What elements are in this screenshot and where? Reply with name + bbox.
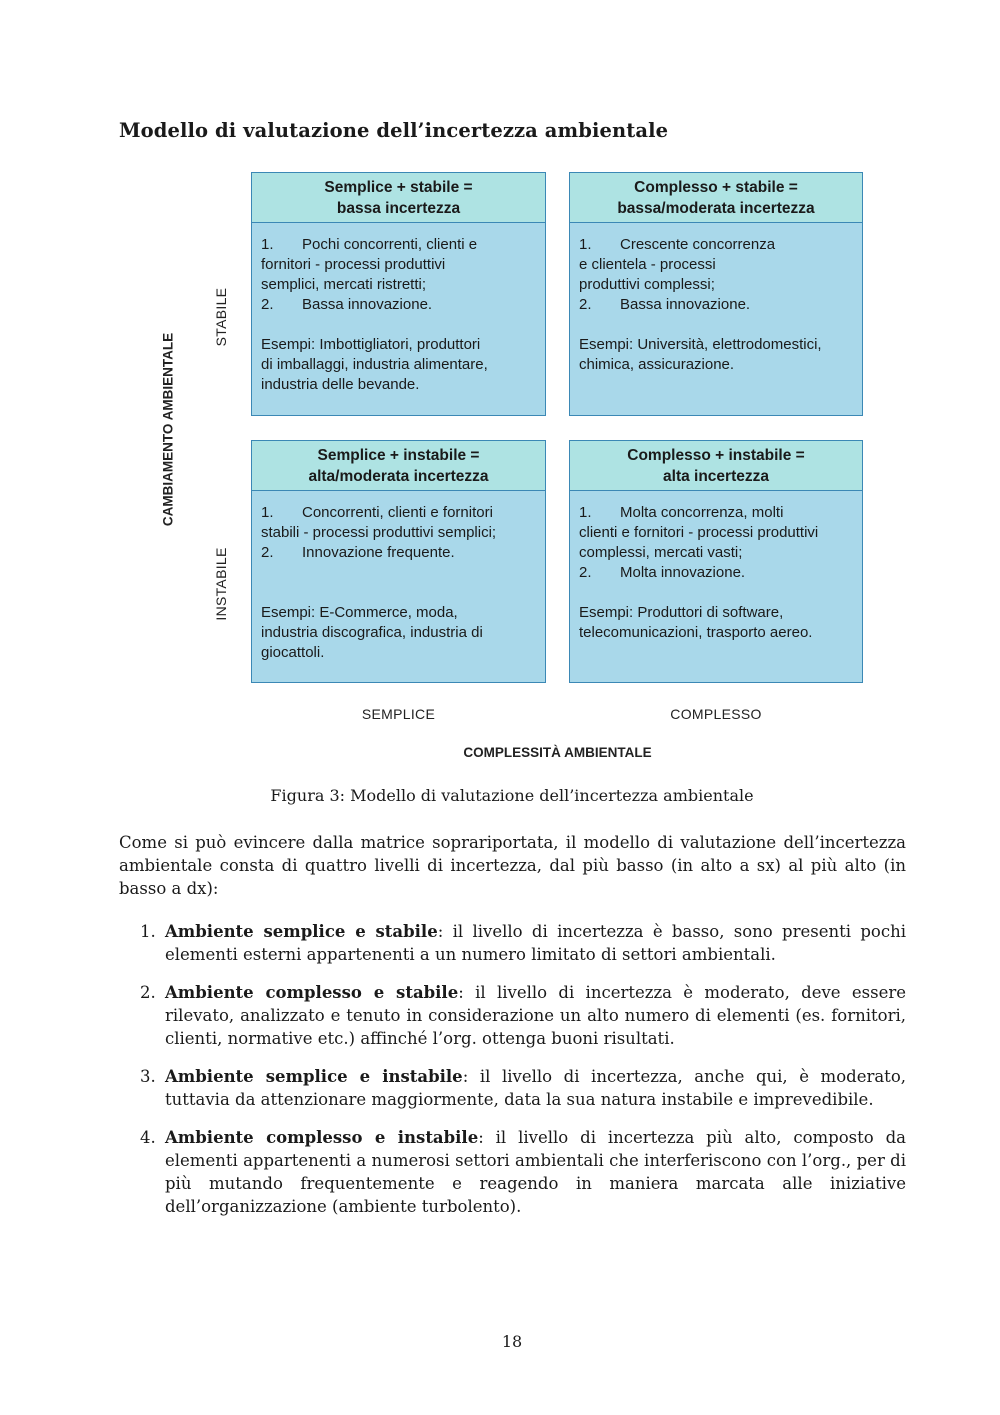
item-text: Molta concorrenza, molti clienti e fornitori - processi produttivi complessi, mercati vasti; (579, 504, 819, 561)
item-text: Innovazione frequente. (302, 544, 455, 561)
list-item (119, 920, 906, 966)
quadrant-complex-stable (569, 172, 863, 416)
quadrant-title (252, 173, 545, 223)
list-item-term: Ambiente semplice e stabile (165, 922, 438, 941)
quadrant-complex-unstable (569, 440, 863, 683)
quadrant-item (261, 543, 536, 563)
quadrant-title-line: Semplice + stabile = (324, 178, 473, 196)
x-axis-title: COMPLESSITÀ AMBIENTALE (463, 745, 652, 760)
list-item-term: Ambiente semplice e instabile (165, 1067, 463, 1086)
item-text: Bassa innovazione. (620, 296, 751, 313)
quadrant-title (570, 173, 862, 223)
list-item-text: : il livello di incertezza più alto, composto da elementi appartenenti a numerosi settori ambientali che interferiscono con l’org., per di più mutando frequentemente e reagendo in maniera marcata alle iniziative dell’organizzazione (ambiente turbolento). (165, 1128, 907, 1216)
quadrant-title-line: alta/moderata incertezza (308, 467, 489, 485)
uncertainty-levels-list (119, 920, 906, 1233)
quadrant-item (261, 235, 536, 295)
list-item-number: 4. (140, 1128, 156, 1147)
col-label-semplice: SEMPLICE (361, 706, 436, 722)
page-number: 18 (501, 1332, 523, 1351)
list-item-text: : il livello di incertezza è moderato, deve essere rilevato, analizzato e tenuto in considerazione un alto numero di elementi (es. fornitori, clienti, normative etc.) affinché l’org. ottenga buoni risultati. (165, 983, 906, 1048)
quadrant-title (252, 441, 545, 491)
quadrant-simple-unstable (251, 440, 546, 683)
list-item-number: 3. (140, 1067, 156, 1086)
quadrant-item (579, 563, 853, 583)
item-text: Concorrenti, clienti e fornitori stabili - processi produttivi semplici; (261, 504, 497, 541)
figure-caption: Figura 3: Modello di valutazione dell’incertezza ambientale (270, 786, 754, 805)
quadrant-title-line: Semplice + instabile = (317, 446, 480, 464)
item-number: 2. (261, 544, 274, 561)
section-heading: Modello di valutazione dell’incertezza ambientale (119, 119, 669, 142)
quadrant-title-line: alta incertezza (663, 467, 769, 485)
item-text: Bassa innovazione. (302, 296, 433, 313)
quadrant-examples: Esempi: Imbottigliatori, produttori di imballaggi, industria alimentare, industria delle bevande. (261, 336, 488, 393)
item-number: 2. (579, 296, 592, 313)
quadrant-title-line: bassa incertezza (336, 199, 461, 217)
list-item-text: : il livello di incertezza, anche qui, è moderato, tuttavia da attenzionare maggiormente, data la sua natura instabile e imprevedibile. (165, 1067, 906, 1109)
row-label-instabile: INSTABILE (213, 547, 229, 621)
item-text: Pochi concorrenti, clienti e fornitori - processi produttivi semplici, mercati ristretti; (261, 236, 478, 293)
intro-paragraph: Come si può evincere dalla matrice soprariportata, il modello di valutazione dell’incertezza ambientale consta di quattro livelli di incertezza, dal più basso (in alto a sx) al più alto (in basso a dx): (119, 833, 906, 898)
quadrant-examples: Esempi: E-Commerce, moda, industria discografica, industria di giocattoli. (261, 604, 483, 661)
y-axis-title: CAMBIAMENTO AMBIENTALE (160, 332, 176, 527)
quadrant-item (261, 503, 536, 543)
quadrant-item (579, 503, 853, 563)
col-label-complesso: COMPLESSO (670, 706, 762, 722)
quadrant-item (579, 235, 853, 295)
list-item-number: 2. (140, 983, 156, 1002)
list-item (119, 1065, 906, 1111)
item-text: Molta innovazione. (620, 564, 746, 581)
item-number: 1. (261, 236, 274, 253)
list-item-term: Ambiente complesso e stabile (165, 983, 459, 1002)
quadrant-title-line: Complesso + instabile = (627, 446, 805, 464)
quadrant-title (570, 441, 862, 491)
item-number: 1. (579, 504, 592, 521)
row-label-stabile: STABILE (213, 287, 229, 347)
list-item-text: : il livello di incertezza è basso, sono presenti pochi elementi esterni appartenenti a un numero limitato di settori ambientali. (165, 922, 907, 964)
item-number: 1. (579, 236, 592, 253)
item-number: 2. (579, 564, 592, 581)
item-number: 2. (261, 296, 274, 313)
item-text: Crescente concorrenza e clientela - processi produttivi complessi; (579, 236, 776, 293)
list-item (119, 981, 906, 1050)
quadrant-simple-stable (251, 172, 546, 416)
quadrant-item (579, 295, 853, 315)
quadrant-title-line: Complesso + stabile = (634, 178, 798, 196)
quadrant-item (261, 295, 536, 315)
list-item-number: 1. (140, 922, 156, 941)
quadrant-examples: Esempi: Università, elettrodomestici, chimica, assicurazione. (579, 336, 822, 373)
list-item (119, 1126, 906, 1218)
list-item-term: Ambiente complesso e instabile (165, 1128, 479, 1147)
quadrant-examples: Esempi: Produttori di software, telecomunicazioni, trasporto aereo. (579, 604, 813, 641)
item-number: 1. (261, 504, 274, 521)
quadrant-title-line: bassa/moderata incertezza (617, 199, 815, 217)
